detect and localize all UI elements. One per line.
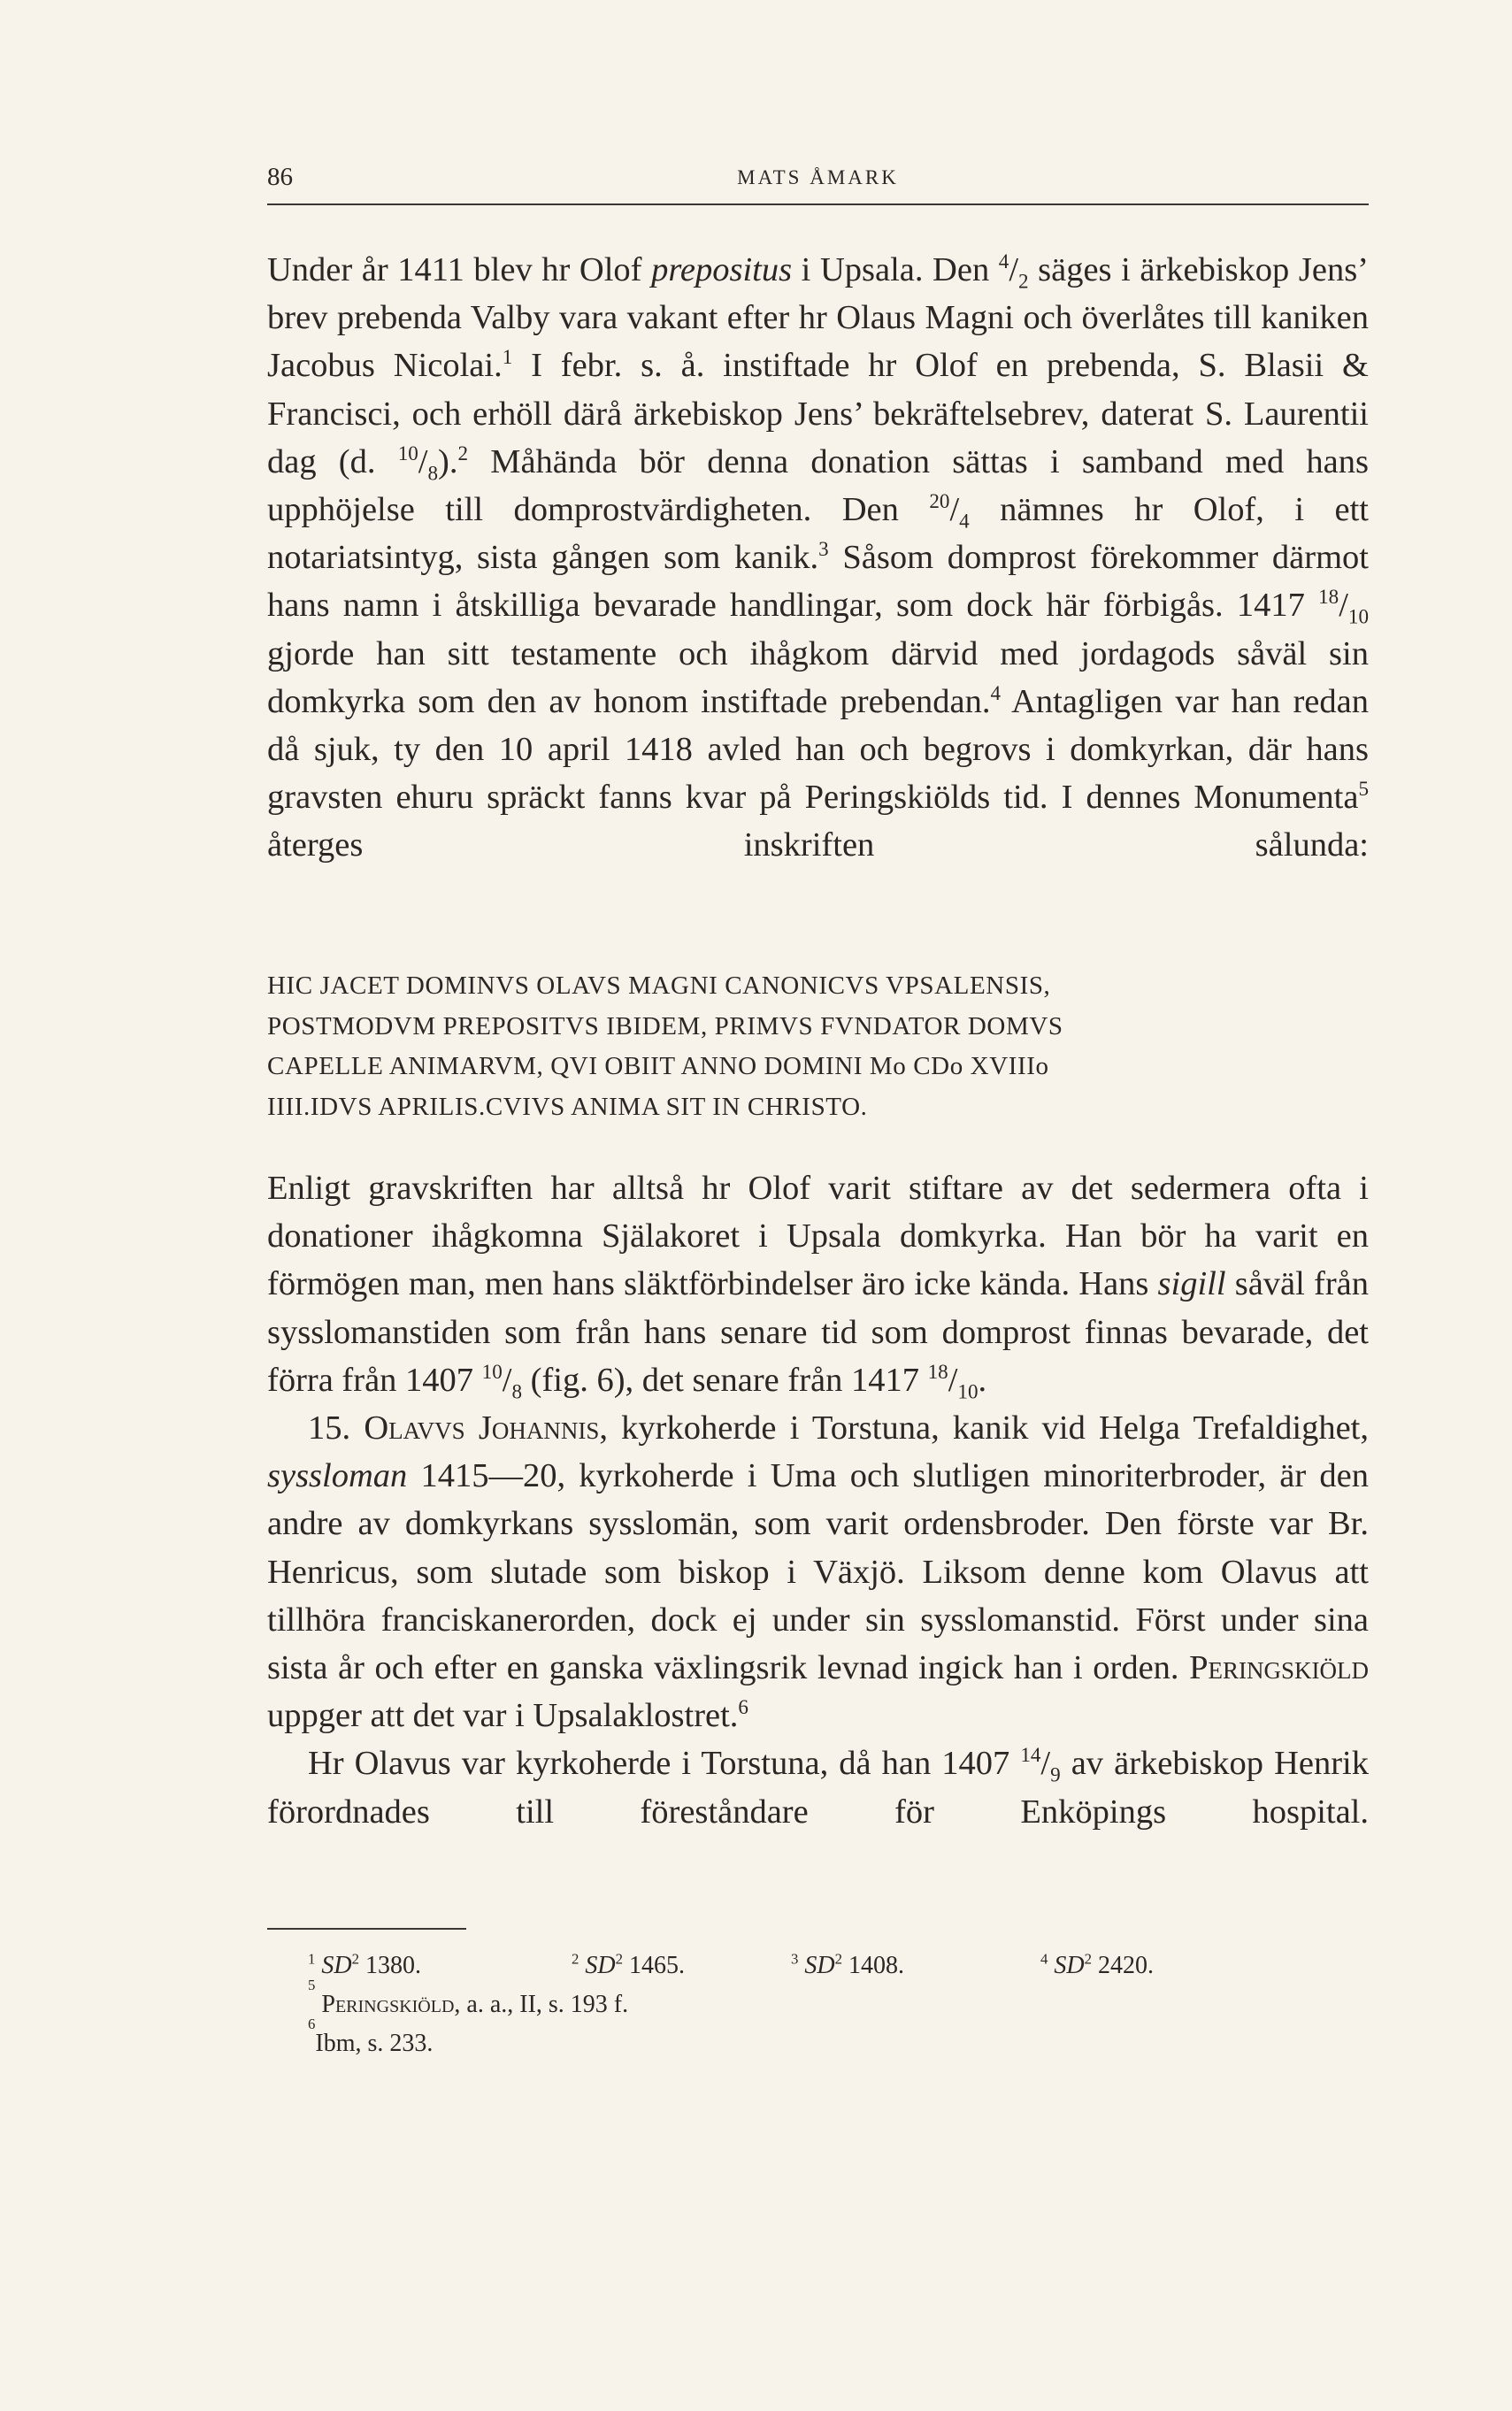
person-name: Olavvs Johannis bbox=[364, 1409, 600, 1447]
paragraph-4: Hr Olavus var kyrkoherde i Torstuna, då han 1407 $^{14}/_9$ av ärkebiskop Henrik förordnades till föreståndare för Enköpings hospital. bbox=[267, 1743, 1369, 1831]
inscription-line: HIC JACET DOMINVS OLAVS MAGNI CANONICVS VPSALENSIS, bbox=[267, 971, 1051, 1000]
page-number: 86 bbox=[267, 163, 293, 191]
author-name: Peringskiöld bbox=[1189, 1649, 1369, 1687]
page-header bbox=[267, 157, 1369, 205]
inscription-line: IIII.IDVS APRILIS.CVIVS ANIMA SIT IN CHRISTO. bbox=[267, 1092, 868, 1121]
footnote-ref-5: 5 bbox=[1358, 777, 1369, 801]
inscription-line: POSTMODVM PREPOSITVS IBIDEM, PRIMVS FVNDATOR DOMVS bbox=[267, 1011, 1063, 1040]
footnote-ref-1: 1 bbox=[502, 345, 513, 369]
footnote-2: $^2$ $SD^2$ 1465. bbox=[572, 1950, 686, 1979]
paragraph-3: 15. Olavvs Johannis, kyrkoherde i Torstuna, kanik vid Helga Trefaldighet, syssloman 1415—20, kyrkoherde i Uma och slutligen minoriterbroder, är den andre av domkyrkans sysslomän, som varit ordensbroder. Den förste var Br. Henricus, som slutade som biskop i Växjö. Liksom denne kom Olavus att tillhöra franciskanerorden, dock ej under sin sysslomanstid. Först under sina sista år och efter en ganska växlingsrik levnad ingick han i orden. Peringskiöld uppger att det var i Upsalaklostret.$^6$ bbox=[267, 1409, 1369, 1735]
footnote-ref-3: 3 bbox=[818, 537, 829, 561]
footnote-1: $^1$ $SD^2$ 1380. bbox=[308, 1950, 422, 1979]
footnote-6: 6 Ibm, s. 233. bbox=[308, 2016, 434, 2057]
paragraph-2: Enligt gravskriften har alltså hr Olof varit stiftare av det sedermera ofta i donationer ihågkomna Själakoret i Upsala domkyrka. Han bör ha varit en förmögen man, men hans släktförbindelser äro icke kända. Hans sigill såväl från sysslomanstiden som från hans senare tid som domprost finnas bevarade, det förra från 1407 $^{10}/_8$ (fig. 6), det senare från 1417 $^{18}/_{10}$. bbox=[267, 1170, 1369, 1403]
footnote-5: 5 Peringskiöld , a. a., II, s. 193 f. bbox=[308, 1977, 629, 2018]
footnote-4: $^4$ $SD^2$ 2420. bbox=[1040, 1950, 1155, 1979]
footnote-ref-4: 4 bbox=[990, 681, 1002, 704]
gravestone-inscription bbox=[267, 966, 1369, 1127]
paragraph-1: Under år 1411 blev hr Olof prepositus i Upsala. Den $^4/_2$ säges i ärkebiskop Jens’ brev prebenda Valby vara vakant efter hr Olaus Magni och överlåtes till kaniken Jacobus Nicolai.$^1$ I febr. s. å. instiftade hr Olof en prebenda, S. Blasii & Francisci, och erhöll därå ärkebiskop Jens’ bekräftelsebrev, daterat S. Laurentii dag (d. $^{10}/_8).^2$ Måhända bör denna donation sättas i samband med hans upphöjelse till domprostvärdigheten. Den $^{20}/_4$ nämnes hr Olof, i ett notariatsintyg, sista gången som kanik.$^3$ Såsom domprost förekommer därmot hans namn i åtskilliga bevarade handlingar, som dock här förbigås. 1417 $^{18}/_{10}$ gjorde han sitt testamente och ihågkom därvid med jordagods såväl sin domkyrka som den av honom instiftade prebendan.$^4$ Antagligen var han redan då sjuk, ty den 10 april 1418 avled han och begrovs i domkyrkan, där hans gravsten ehuru spräckt fanns kvar på Peringskiölds tid. I dennes Monumenta$^5$ återges inskriften sålunda: bbox=[267, 250, 1370, 864]
body-text-upper bbox=[267, 246, 1369, 870]
footnote-row bbox=[308, 1946, 1369, 1985]
body-text-lower bbox=[267, 1164, 1369, 1836]
footnote-ref-6: 6 bbox=[738, 1695, 748, 1719]
footnote-ref-2: 2 bbox=[457, 441, 469, 465]
running-head: MATS ÅMARK bbox=[737, 166, 899, 188]
footnotes bbox=[308, 1946, 1369, 2063]
footnote-3: $^3$ $SD^2$ 1408. bbox=[791, 1950, 905, 1979]
inscription-line: CAPELLE ANIMARVM, QVI OBIIT ANNO DOMINI Mo CDo XVIIIo bbox=[267, 1052, 1049, 1080]
footnote-divider bbox=[267, 1928, 466, 1930]
